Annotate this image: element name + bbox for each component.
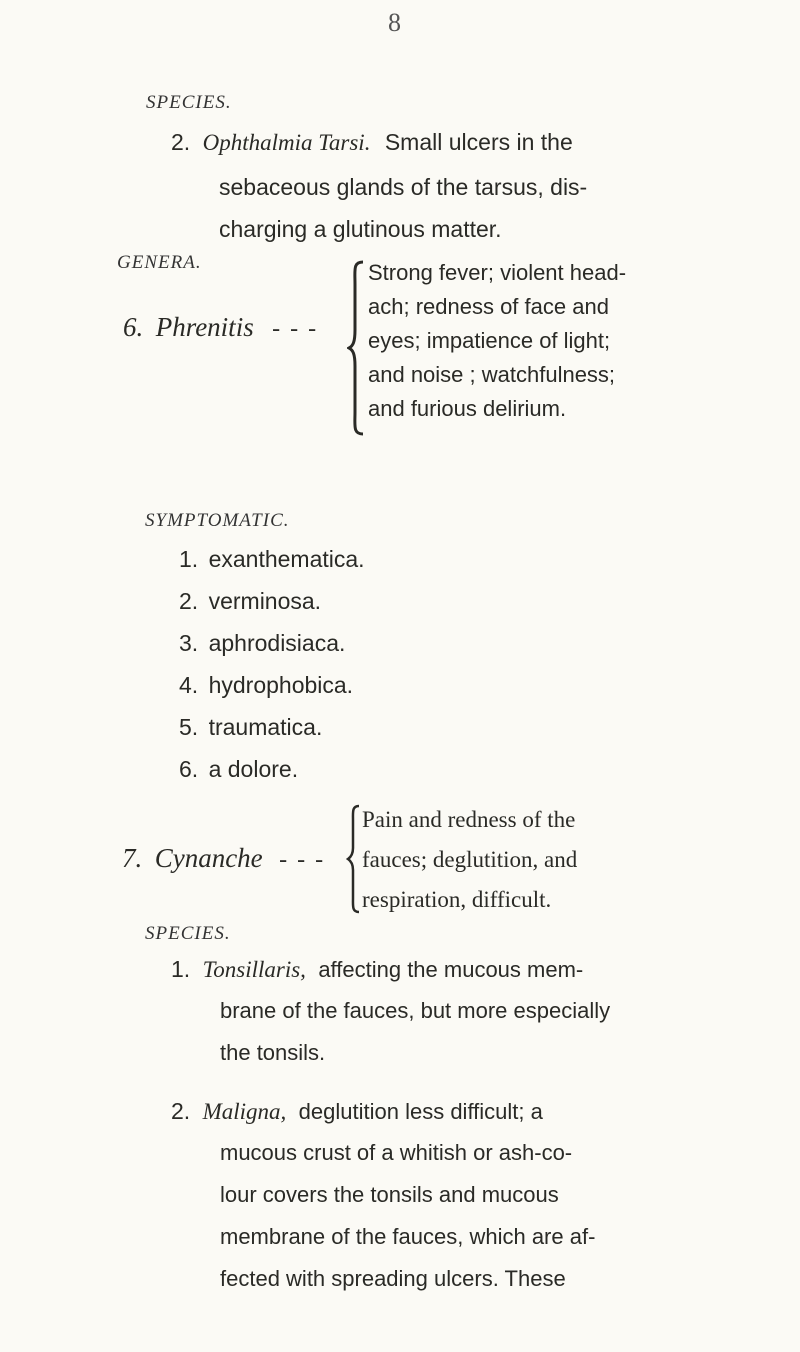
genus-name: Phrenitis bbox=[155, 312, 254, 342]
list-item bbox=[179, 716, 322, 739]
leader-dashes: - - - bbox=[279, 847, 326, 873]
entry-name: Tonsillaris, bbox=[202, 957, 306, 982]
page-number: 8 bbox=[388, 8, 401, 37]
description-line: ach; redness of face and bbox=[368, 294, 609, 319]
genus-number: 6. bbox=[123, 312, 144, 342]
leader-dashes: - - - bbox=[272, 316, 319, 342]
species-heading: SPECIES. bbox=[146, 92, 232, 113]
item-label: verminosa. bbox=[208, 588, 322, 614]
description-line: fauces; deglutition, and bbox=[362, 847, 578, 872]
entry-text-line: the tonsils. bbox=[220, 1040, 326, 1065]
item-number: 2. bbox=[179, 588, 199, 614]
brace-icon bbox=[346, 804, 362, 914]
item-label: traumatica. bbox=[208, 714, 323, 740]
list-item bbox=[179, 548, 365, 571]
entry-text-line: Small ulcers in the bbox=[384, 129, 573, 155]
entry-number: 2. bbox=[171, 1098, 191, 1124]
entry-text-line: membrane of the fauces, which are af- bbox=[220, 1224, 596, 1249]
description-line: Strong fever; violent head- bbox=[368, 260, 627, 285]
list-item bbox=[179, 590, 321, 613]
genera-heading: GENERA. bbox=[117, 252, 202, 273]
description-line: Pain and redness of the bbox=[362, 807, 576, 832]
list-item bbox=[179, 674, 353, 697]
entry-number: 1. bbox=[171, 956, 191, 982]
item-number: 1. bbox=[179, 546, 199, 572]
entry-tonsillaris bbox=[171, 958, 583, 981]
item-label: exanthematica. bbox=[208, 546, 365, 572]
phrenitis-description bbox=[368, 256, 626, 426]
genus-name: Cynanche bbox=[154, 843, 263, 873]
entry-text-line: mucous crust of a whitish or ash-co- bbox=[220, 1140, 573, 1165]
brace-icon bbox=[347, 260, 367, 436]
list-item bbox=[179, 758, 298, 781]
entry-ophthalmia-tarsi bbox=[171, 131, 573, 154]
item-label: hydrophobica. bbox=[208, 672, 354, 698]
item-number: 5. bbox=[179, 714, 199, 740]
entry-text-line: deglutition less difficult; a bbox=[298, 1099, 543, 1124]
entry-name: Maligna, bbox=[202, 1099, 287, 1124]
entry-number: 2. bbox=[171, 129, 191, 155]
description-line: and noise ; watchfulness; bbox=[368, 362, 616, 387]
symptomatic-heading: SYMPTOMATIC. bbox=[145, 510, 290, 531]
entry-text-line: sebaceous glands of the tarsus, dis- bbox=[219, 174, 588, 200]
genus-number: 7. bbox=[122, 843, 143, 873]
item-number: 6. bbox=[179, 756, 199, 782]
entry-text-line: charging a glutinous matter. bbox=[219, 216, 502, 242]
item-number: 4. bbox=[179, 672, 199, 698]
description-line: eyes; impatience of light; bbox=[368, 328, 611, 353]
entry-text-line: lour covers the tonsils and mucous bbox=[220, 1182, 559, 1207]
description-line: and furious delirium. bbox=[368, 396, 567, 421]
entry-name: Ophthalmia Tarsi. bbox=[202, 130, 371, 155]
item-label: a dolore. bbox=[208, 756, 299, 782]
description-line: respiration, difficult. bbox=[362, 887, 552, 912]
entry-text-line: affecting the mucous mem- bbox=[318, 957, 584, 982]
item-number: 3. bbox=[179, 630, 199, 656]
genus-phrenitis bbox=[123, 312, 318, 343]
cynanche-description bbox=[362, 800, 577, 920]
entry-maligna bbox=[171, 1100, 543, 1123]
list-item bbox=[179, 632, 345, 655]
genus-cynanche bbox=[122, 843, 325, 874]
entry-text-line: fected with spreading ulcers. These bbox=[220, 1266, 566, 1291]
item-label: aphrodisiaca. bbox=[208, 630, 346, 656]
entry-text-line: brane of the fauces, but more especially bbox=[220, 998, 611, 1023]
species-heading: SPECIES. bbox=[145, 923, 231, 944]
